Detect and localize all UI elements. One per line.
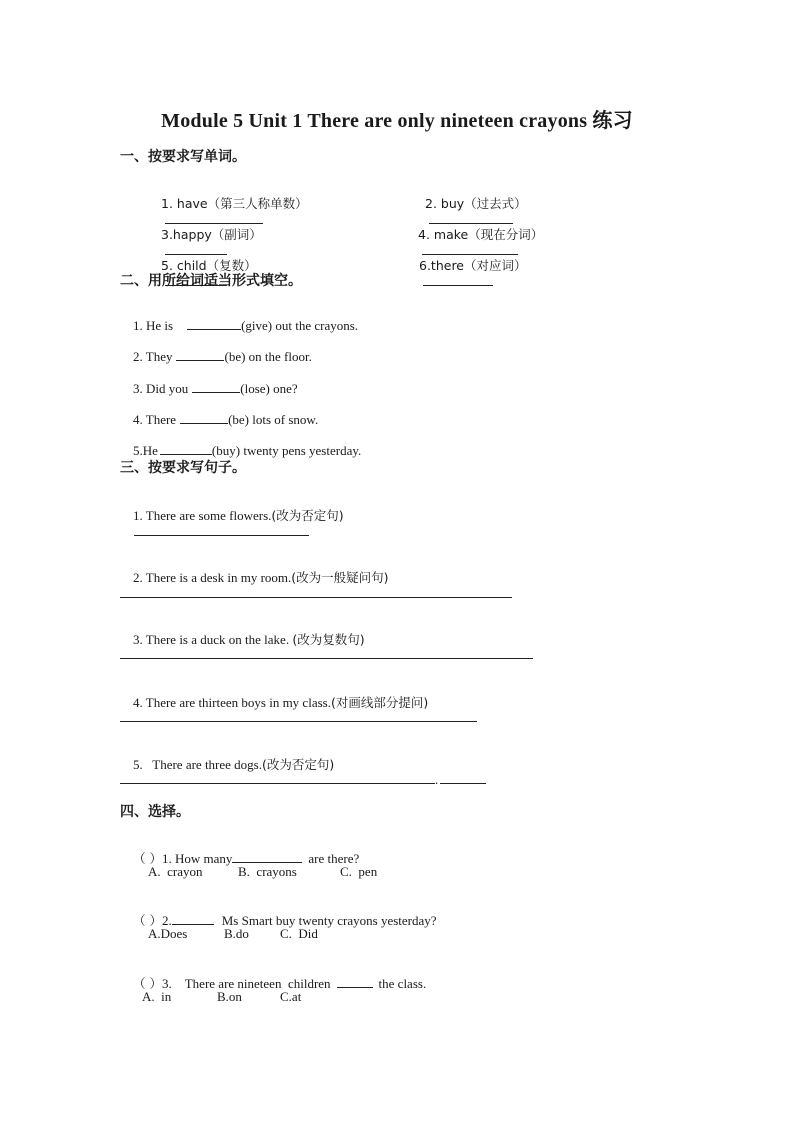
fill-item-4-hint: (be) lots of snow.	[228, 412, 319, 427]
option-c[interactable]: C.at	[280, 989, 302, 1004]
sentence-item-1	[120, 490, 344, 540]
fill-item-3-hint: (lose) one?	[240, 381, 298, 396]
fill-item-1-prefix: 1. He is	[133, 318, 174, 333]
choice-question-1-suffix: are there?	[308, 851, 360, 866]
word-item-1-text: 1. have（第三人称单数）	[161, 196, 308, 211]
choice-question-3-suffix: the class.	[378, 976, 427, 991]
answer-blank[interactable]	[187, 318, 241, 330]
answer-line[interactable]	[440, 783, 486, 784]
fill-item-3-prefix: 3. Did you	[133, 381, 189, 396]
fill-item-5-hint: (buy) twenty pens yesterday.	[211, 443, 362, 458]
sentence-item-3	[120, 614, 365, 664]
sentence-item-3-instruction: (改为复数句)	[292, 632, 365, 647]
word-item-6-text: 6.there（对应词）	[419, 258, 527, 273]
choice-question-2-prefix: 2.	[161, 913, 172, 928]
answer-blank[interactable]	[337, 976, 373, 988]
option-a[interactable]: A. crayon	[148, 864, 203, 879]
word-item-5-text: 5. child（复数）	[161, 258, 257, 273]
option-b[interactable]: B.on	[217, 989, 242, 1004]
word-item-6	[406, 240, 527, 306]
fill-item-1-hint: (give) out the crayons.	[241, 318, 359, 333]
answer-line[interactable]	[120, 597, 512, 598]
choice-question-3-prefix: 3. There are nineteen children	[161, 976, 331, 991]
word-item-3-text: 3.happy（副词）	[161, 227, 262, 242]
answer-line[interactable]	[120, 658, 533, 659]
fill-item-4-prefix: 4. There	[133, 412, 177, 427]
fill-item-2-hint: (be) on the floor.	[224, 349, 312, 364]
answer-line[interactable]	[120, 721, 477, 722]
section2-heading: 二、用所给词适当形式填空。	[120, 273, 302, 289]
sentence-item-3-text: 3. There is a duck on the lake.	[133, 632, 293, 647]
word-item-4-text: 4. make（现在分词）	[418, 227, 544, 242]
sentence-item-4-instruction: (对画线部分提问)	[330, 695, 429, 710]
option-b[interactable]: B.do	[224, 926, 249, 941]
answer-blank[interactable]	[160, 443, 212, 455]
fill-item-2-prefix: 2. They	[133, 349, 173, 364]
section1-heading: 一、按要求写单词。	[120, 149, 246, 165]
sentence-item-1-instruction: (改为否定句)	[271, 508, 344, 523]
answer-blank[interactable]	[232, 851, 302, 863]
option-c[interactable]: C. Did	[280, 926, 318, 941]
sentence-item-2-instruction: (改为一般疑问句)	[291, 570, 389, 585]
sentence-item-5	[120, 739, 334, 789]
answer-blank[interactable]	[172, 913, 214, 925]
answer-line[interactable]	[120, 783, 435, 784]
answer-paren[interactable]: （ ）	[133, 976, 162, 991]
answer-blank[interactable]	[192, 381, 240, 393]
answer-paren[interactable]: （ ）	[133, 913, 162, 928]
sentence-item-1-text: 1. There are some flowers.	[133, 508, 272, 523]
option-a[interactable]: A. in	[142, 989, 172, 1004]
word-item-2-text: 2. buy（过去式）	[425, 196, 527, 211]
sentence-item-2	[120, 552, 389, 602]
answer-blank[interactable]	[423, 274, 493, 286]
choice-question-2-suffix: Ms Smart buy twenty crayons yesterday?	[221, 913, 437, 928]
sentence-item-4	[120, 677, 428, 727]
choice-question-1-prefix: 1. How many	[161, 851, 233, 866]
fill-item-5-prefix: 5.He	[133, 443, 158, 458]
sentence-item-2-text: 2. There is a desk in my room.	[133, 570, 292, 585]
section4-heading: 四、选择。	[120, 804, 190, 820]
answer-blank[interactable]	[176, 349, 224, 361]
answer-blank[interactable]	[180, 412, 228, 424]
option-c[interactable]: C. pen	[340, 864, 378, 879]
answer-separator: .	[435, 772, 439, 787]
option-a[interactable]: A.Does	[148, 926, 188, 941]
page-title: Module 5 Unit 1 There are only nineteen crayons 练习	[161, 110, 633, 132]
answer-line[interactable]	[134, 535, 309, 536]
option-b[interactable]: B. crayons	[238, 864, 297, 879]
section3-heading: 三、按要求写句子。	[120, 460, 246, 476]
sentence-item-5-text: 5. There are three dogs.	[133, 757, 262, 772]
sentence-item-4-text: 4. There are thirteen boys in my class.	[133, 695, 331, 710]
sentence-item-5-instruction: (改为否定句)	[261, 757, 335, 772]
answer-paren[interactable]: （ ）	[133, 851, 162, 866]
